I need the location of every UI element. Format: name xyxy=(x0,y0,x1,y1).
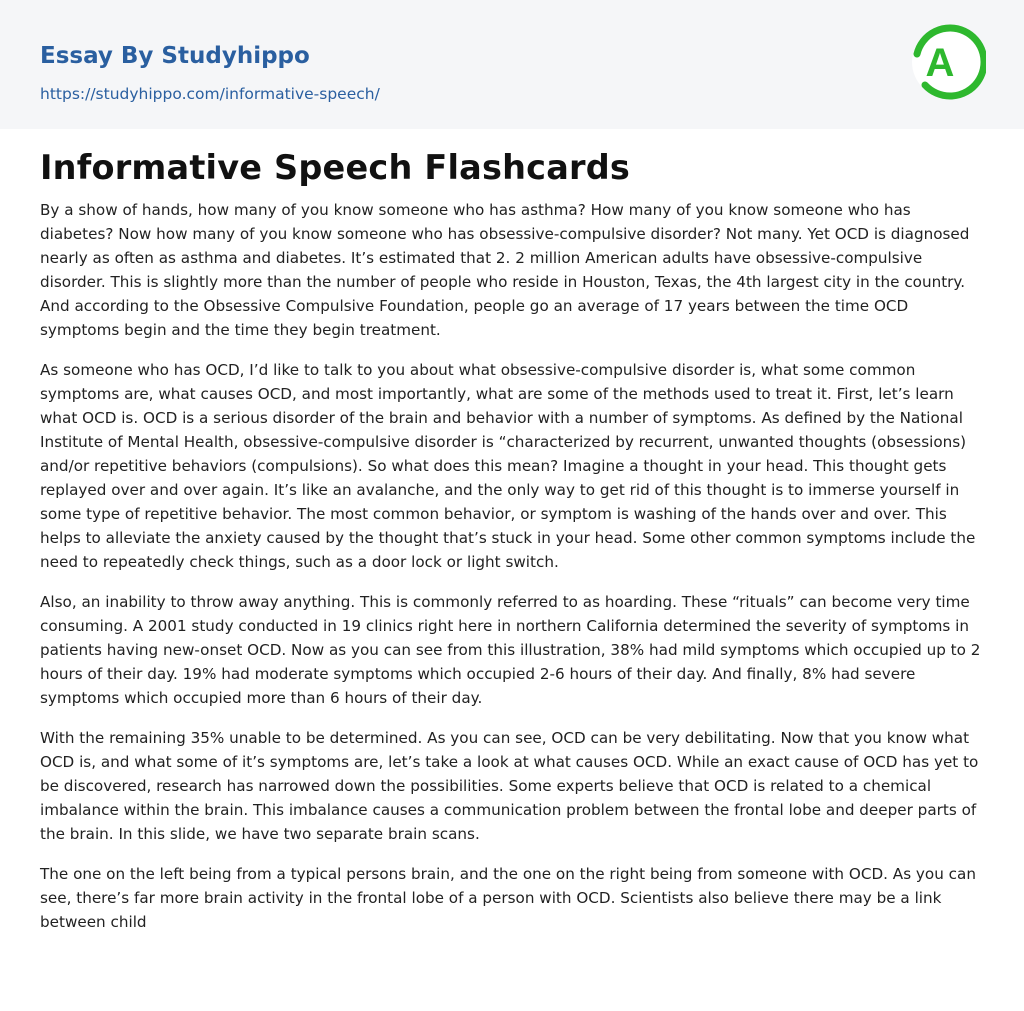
article-paragraph-1: By a show of hands, how many of you know someone who has asthma? How many of you know someone who has diabetes? Now how many of you know someone who has obsessive-compulsive disorder? Not many. Yet OCD is diagnosed nearly as often as asthma and diabetes. It’s estimated that 2. 2 million American adults have obsessive-compulsive disorder. This is slightly more than the number of people who reside in Houston, Texas, the 4th largest city in the country. And according to the Obsessive Compulsive Foundation, people go an average of 17 years between the time OCD symptoms begin and the time they begin treatment. xyxy=(40,201,970,339)
article xyxy=(40,144,984,950)
article-paragraph-2: As someone who has OCD, I’d like to talk to you about what obsessive-compulsive disorder is, what some common symptoms are, what causes OCD, and most importantly, what are some of the methods used to treat it. First, let’s learn what OCD is. OCD is a serious disorder of the brain and behavior with a number of symptoms. As defined by the National Institute of Mental Health, obsessive-compulsive disorder is “characterized by recurrent, unwanted thoughts (obsessions) and/or repetitive behaviors (compulsions). So what does this mean? Imagine a thought in your head. This thought gets replayed over and over again. It’s like an avalanche, and the only way to get rid of this thought is to immerse yourself in some type of repetitive behavior. The most common behavior, or symptom is washing of the hands over and over. This helps to alleviate the anxiety caused by the thought that’s stuck in your head. Some other common symptoms include the need to repeatedly check things, such as a door lock or light switch. xyxy=(40,361,976,571)
article-title: Informative Speech Flashcards xyxy=(40,148,631,187)
site-header xyxy=(0,0,1024,129)
studyhippo-logo-icon[interactable] xyxy=(912,18,986,106)
article-paragraph-5: The one on the left being from a typical persons brain, and the one on the right being from someone with OCD. As you can see, there’s far more brain activity in the frontal lobe of a person with OCD. Scientists also believe there may be a link between child xyxy=(40,865,976,931)
logo-letter: A xyxy=(925,41,955,85)
article-paragraph-3: Also, an inability to throw away anything. This is commonly referred to as hoarding. These “rituals” can become very time consuming. A 2001 study conducted in 19 clinics right here in northern California determined the severity of symptoms in patients having new-onset OCD. Now as you can see from this illustration, 38% had mild symptoms which occupied up to 2 hours of their day. 19% had moderate symptoms which occupied 2-6 hours of their day. And finally, 8% had severe symptoms which occupied more than 6 hours of their day. xyxy=(40,593,981,707)
site-title[interactable]: Essay By Studyhippo xyxy=(40,43,310,69)
source-url-link[interactable]: https://studyhippo.com/informative-speech/ xyxy=(40,85,380,103)
article-paragraph-4: With the remaining 35% unable to be determined. As you can see, OCD can be very debilitating. Now that you know what OCD is, and what some of it’s symptoms are, let’s take a look at what causes OCD. While an exact cause of OCD has yet to be discovered, research has narrowed down the possibilities. Some experts believe that OCD is related to a chemical imbalance within the brain. This imbalance causes a communication problem between the frontal lobe and deeper parts of the brain. In this slide, we have two separate brain scans. xyxy=(40,729,979,843)
